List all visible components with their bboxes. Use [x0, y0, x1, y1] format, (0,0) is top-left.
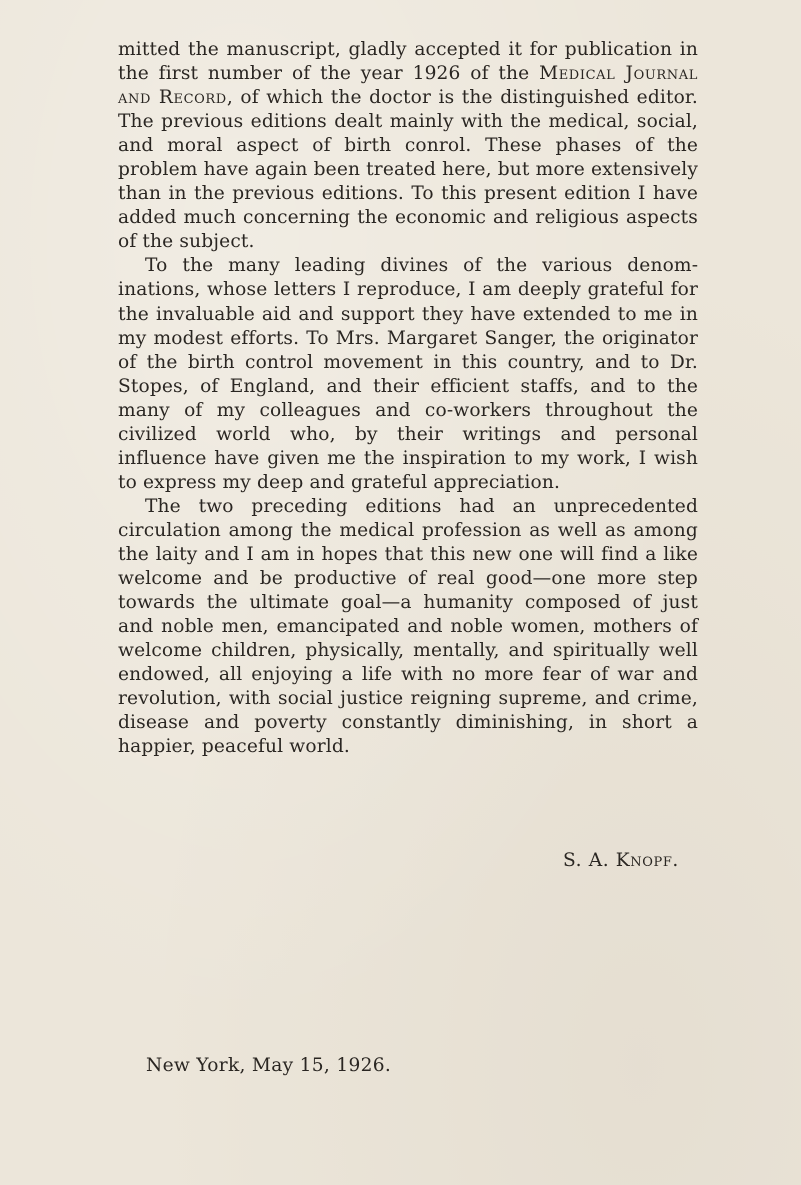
author-signature: S. A. Knopf. — [563, 850, 679, 871]
dateline: New York, May 15, 1926. — [146, 1055, 392, 1076]
paragraph-1-text-before: mitted the manuscript, gladly accepted it for publication in the first number of the year 1926 of the — [118, 39, 698, 85]
paragraph-3: The two preceding editions had an unprecedented circulation among the medical profession as well as among the laity and I am in hopes that this new one will find a like welcome and be productive of real good—one more step towards the ultimate goal—a humanity composed of just and noble men, emancipated and noble women, mothers of welcome children, physically, mentally, and spiritually well endowed, all enjoying a life with no more fear of war and revolution, with social justice reigning supreme, and crime, disease and poverty constantly diminishing, in short a happier, peaceful world. — [118, 495, 698, 758]
body-text — [118, 38, 698, 759]
paragraph-1-text-after: , of which the doctor is the distinguished editor. The previous editions dealt mainly with the medical, social, and moral aspect of birth conrol. These phases of the problem have again been treated here, but more extensively than in the previous editions. To this present edition I have added much concerning the economic and religious aspects of the subject. — [118, 87, 698, 253]
journal-name: Medical Journal and Record — [118, 63, 698, 109]
paragraph-2: To the many leading divines of the various denominations, whose letters I reproduce, I am deeply grateful for the invaluable aid and support they have extended to me in my modest efforts. To Mrs. Margaret Sanger, the originator of the birth control movement in this country, and to Dr. Stopes, of England, and their efficient staffs, and to the many of my colleagues and co-workers throughout the civilized world who, by their writings and personal influence have given me the inspiration to my work, I wish to express my deep and grateful appreciation. — [118, 255, 698, 493]
paragraph-1 — [118, 38, 698, 254]
